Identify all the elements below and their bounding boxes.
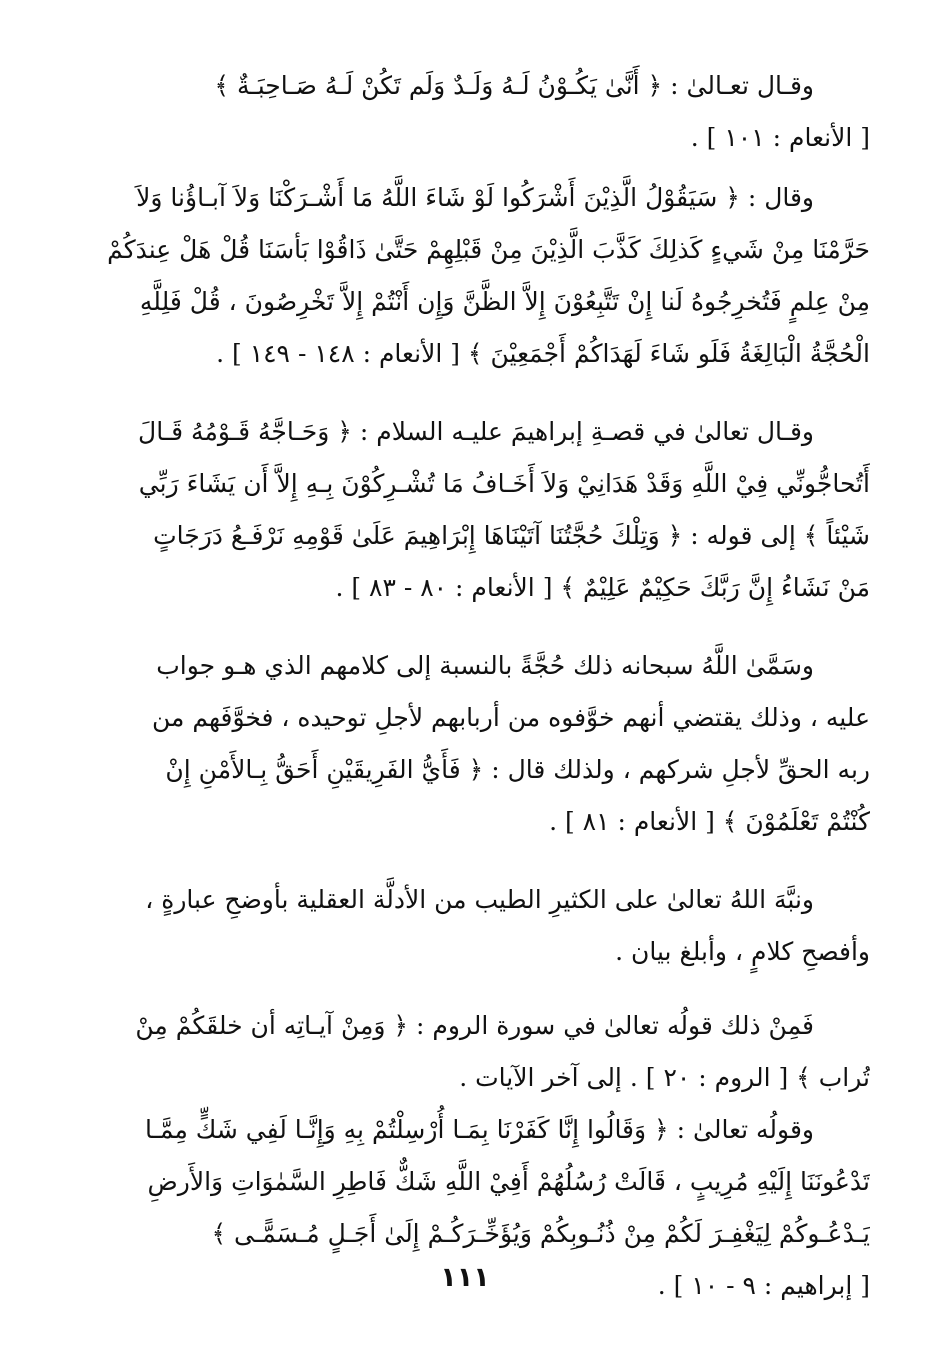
paragraph-1 [60,60,870,164]
paragraph-5 [60,874,870,978]
text-line: عليه ، وذلك يقتضي أنهم خوَّفوه من أربابهم لأجلِ توحيده ، فخوَّفَهم من [151,703,870,732]
paragraph-4 [60,640,870,848]
text-line: أَتُحاجُّونِّي فِيْ اللَّهِ وَقَدْ هَدَانِيْ وَلاَ أَخَـافُ مَا تُشْـرِكُوْنَ بِـهِ إِلاَّ أَن يَشَاءَ رَبِّي [138,469,870,498]
text-line: تَدْعُونَنَا إِلَيْهِ مُرِيبٍ ، قَالَتْ رُسُلُهُمْ أَفِيْ اللَّهِ شَكٌّ فَاطِرِ السَّمٰوَاتِ وَالأَرضِ [147,1167,870,1196]
text-line: وقـال تعـالىٰ : ﴿ أَنَّىٰ يَكُـوْنُ لَـهُ وَلَـدٌ وَلَم تَكُنْ لَـهُ صَـاحِبَـةٌ ﴾ [214,71,814,100]
text-line: وأفصحِ كلامٍ ، وأبلغ بيان . [615,937,870,966]
text-line: يَـدْعُـوكُمْ لِيَغْفِـرَ لَكُمْ مِنْ ذُنُـوبِكُمْ وَيُؤَخِّـرَكُـمْ إِلَىٰ أَجَـلٍ مُـسَمًّـى ﴾ [211,1219,870,1248]
text-line: وقـال تعالىٰ في قصـةِ إبراهيمَ عليـه السلام : ﴿ وَحَـاجَّهُ قَـوْمُهُ قَـالَ [138,417,814,446]
text-line: [ الأنعام : ١٠١ ] . [690,123,870,152]
paragraph-3 [60,406,870,614]
text-line: مِنْ عِلمٍ فَتُخرِجُوهُ لَنا إِنْ تَتَّبِعُوْنَ إِلاَّ الظَّنَّ وَإِن أَنْتُمْ إِلاَّ تَخْرِصُونَ ، قُلْ فَلِلَّهِ [139,287,870,316]
text-line: تُراب ﴾ [ الروم : ٢٠ ] . إلى آخر الآيات . [459,1063,870,1092]
paragraph-6 [60,1000,870,1104]
text-line: ونبَّهَ اللهُ تعالىٰ على الكثيرِ الطيب من الأدلَّة العقلية بأوضحِ عبارةٍ ، [145,885,814,914]
page-number: ١١١ [440,1262,490,1293]
text-line: وسَمَّىٰ اللَّهُ سبحانه ذلك حُجَّةً بالنسبة إلى كلامهم الذي هـو جواب [156,651,814,680]
text-line: الْحُجَّةُ الْبَالِغَةُ فَلَو شَاءَ لَهَدَاكُمْ أَجْمَعِيْنَ ﴾ [ الأنعام : ١٤٨ - ١٤٩ ] . [216,339,870,368]
text-line: مَنْ نَشَاءُ إِنَّ رَبَّكَ حَكِيْمٌ عَلِيْمٌ ﴾ [ الأنعام : ٨٠ - ٨٣ ] . [335,573,870,602]
page-body [60,60,870,1310]
text-line: فَمِنْ ذلك قولُه تعالىٰ في سورة الروم : ﴿ وَمِنْ آيـاتِه أن خلقَكُمْ مِنْ [135,1011,814,1040]
text-line: [ إبراهيم : ٩ - ١٠ ] . [657,1271,870,1300]
text-line: ربه الحقِّ لأجلِ شركهم ، ولذلك قال : ﴿ فَأَيُّ الفَرِيقَيْنِ أَحَقُّ بِـالأَمْنِ إِنْ [165,755,870,784]
text-line: كُنْتُمْ تَعْلَمُوْنَ ﴾ [ الأنعام : ٨١ ] . [549,807,870,836]
text-line: حَرَّمْنَا مِنْ شَيءٍ كَذلِكَ كَذَّبَ الَّذِيْنَ مِنْ قَبْلِهِمْ حَتَّىٰ ذَاقُوْا بَأسَنَا قُلْ هَلْ عِندَكُمْ [107,235,870,264]
text-line: وقولُه تعالىٰ : ﴿ وَقَالُوا إِنَّا كَفَرْنَا بِمَـا أُرْسِلْتُمْ بِهِ وَإِنَّـا لَفِي شَكٍّ مِمَّـا [145,1115,814,1144]
text-line: وقال : ﴿ سَيَقُوْلُ الَّذِيْنَ أَشْرَكُوا لَوْ شَاءَ اللَّهُ مَا أَشْـرَكْنَا وَلاَ آبـاؤُنا وَلاَ [136,183,814,212]
text-line: شَيْئاً ﴾ إلى قوله : ﴿ وَتِلْكَ حُجَّتُنَا آتَيْنَاهَا إِبْرَاهِيمَ عَلَىٰ قَوْمِهِ نَرْفَـعُ دَرَجَاتٍ [153,521,870,550]
paragraph-2 [60,172,870,380]
